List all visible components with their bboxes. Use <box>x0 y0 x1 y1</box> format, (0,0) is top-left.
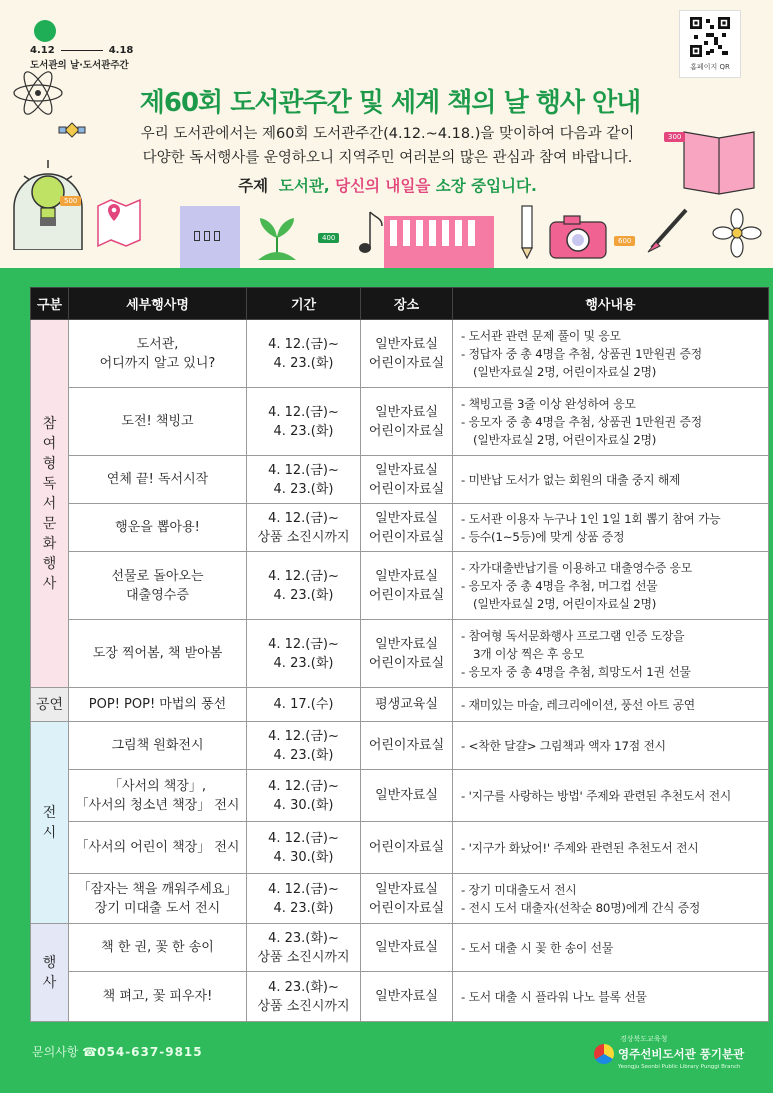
event-details: - 장기 미대출도서 전시 - 전시 도서 대출자(선착순 80명)에게 간식 증정 <box>453 874 769 924</box>
contact-label: 문의사항 <box>32 1045 79 1059</box>
logo-dates <box>30 45 140 56</box>
event-location: 일반자료실 어린이자료실 <box>361 552 453 620</box>
lightbulb-icon <box>10 140 86 250</box>
event-period: 4. 23.(화)~ 상품 소진시까지 <box>247 972 361 1022</box>
event-details: - 도서 대출 시 꽃 한 송이 선물 <box>453 924 769 972</box>
event-location: 일반자료실 어린이자료실 <box>361 874 453 924</box>
table-row <box>31 504 769 552</box>
price-tag-c: 600 <box>614 236 635 246</box>
library-week-logo <box>30 20 140 71</box>
table-row <box>31 552 769 620</box>
header-location: 장소 <box>361 288 453 320</box>
event-location: 어린이자료실 <box>361 822 453 874</box>
logo-line <box>61 50 103 52</box>
table-row <box>31 972 769 1022</box>
pencil-icon <box>518 204 536 260</box>
header-period: 기간 <box>247 288 361 320</box>
category-performance: 공연 <box>31 688 69 722</box>
event-name: 행운을 뽑아용! <box>69 504 247 552</box>
header-category: 구분 <box>31 288 69 320</box>
atom-icon <box>8 68 68 118</box>
event-name: 「사서의 어린이 책장」 전시 <box>69 822 247 874</box>
library-name-english: Yeongju Seonbi Public Library Punggi Branch <box>618 1064 741 1070</box>
event-location: 일반자료실 <box>361 924 453 972</box>
logo-subtitle: 도서관의 날·도서관주간 <box>30 60 129 71</box>
event-location: 일반자료실 어린이자료실 <box>361 504 453 552</box>
qr-caption: 홈페이지 QR <box>690 63 730 71</box>
table-row <box>31 620 769 688</box>
phone-number[interactable]: 054-637-9815 <box>97 1045 203 1059</box>
event-period: 4. 12.(금)~ 4. 23.(화) <box>247 620 361 688</box>
table-header-row <box>31 288 769 320</box>
event-details: - 미반납 도서가 없는 회원의 대출 중지 해제 <box>453 456 769 504</box>
logo-end-date: 4.18 <box>108 45 134 56</box>
map-pin-icon <box>96 196 142 248</box>
intro-line-2: 다양한 독서행사를 운영하오니 지역주민 여러분의 많은 관심과 참여 바랍니다. <box>142 150 633 166</box>
event-details: - 책빙고를 3줄 이상 완성하여 응모 - 응모자 중 총 4명을 추첨, 상품권 1만원권 증정 (일반자료실 2명, 어린이자료실 2명) <box>453 388 769 456</box>
event-location: 어린이자료실 <box>361 722 453 770</box>
event-name: 그림책 원화전시 <box>69 722 247 770</box>
event-details: - 자가대출반납기를 이용하고 대출영수증 응모 - 응모자 중 총 4명을 추첨, 머그컵 선물 (일반자료실 2명, 어린이자료실 2명) <box>453 552 769 620</box>
table-row <box>31 770 769 822</box>
table-row <box>31 822 769 874</box>
satellite-icon <box>58 116 86 144</box>
music-note-icon <box>356 208 384 258</box>
event-period: 4. 12.(금)~ 4. 23.(화) <box>247 456 361 504</box>
event-name: 책 펴고, 꽃 피우자! <box>69 972 247 1022</box>
event-details: - 도서관 이용자 누구나 1인 1일 1회 뽑기 참여 가능 - 등수(1~5등)에 맞게 상품 증정 <box>453 504 769 552</box>
table-row <box>31 688 769 722</box>
theme-part-1: 도서관, <box>278 177 330 195</box>
event-details: - 재미있는 마술, 레크리에이션, 풍선 아트 공연 <box>453 688 769 722</box>
brush-icon <box>646 204 692 254</box>
table-row <box>31 722 769 770</box>
header-event-name: 세부행사명 <box>69 288 247 320</box>
qr-code-icon <box>690 17 730 57</box>
theme-label: 주제 <box>238 177 269 195</box>
intro-text <box>100 122 675 170</box>
event-location: 일반자료실 <box>361 770 453 822</box>
event-period: 4. 23.(화)~ 상품 소진시까지 <box>247 924 361 972</box>
event-name: 도서관, 어디까지 알고 있니? <box>69 320 247 388</box>
event-name: POP! POP! 마법의 풍선 <box>69 688 247 722</box>
event-location: 일반자료실 <box>361 972 453 1022</box>
event-name: 도장 찍어봄, 책 받아봄 <box>69 620 247 688</box>
logo-start-date: 4.12 <box>30 45 55 56</box>
event-location: 일반자료실 어린이자료실 <box>361 620 453 688</box>
event-details: - 도서관 관련 문제 풀이 및 응모 - 정답자 중 총 4명을 추첨, 상품권 1만원권 증정 (일반자료실 2명, 어린이자료실 2명) <box>453 320 769 388</box>
event-location: 일반자료실 어린이자료실 <box>361 456 453 504</box>
event-period: 4. 12.(금)~ 4. 23.(화) <box>247 552 361 620</box>
logo-dot <box>34 20 56 42</box>
sprout-icon <box>254 214 300 260</box>
table-row <box>31 388 769 456</box>
event-details: - '지구를 사랑하는 방법' 주제와 관련된 추천도서 전시 <box>453 770 769 822</box>
category-participation: 참여형독서문화행사 <box>31 320 69 688</box>
event-name: 연체 끝! 독서시작 <box>69 456 247 504</box>
event-details: - '지구가 화났어!' 주제와 관련된 추천도서 전시 <box>453 822 769 874</box>
theme-part-3: 소장 중입니다. <box>435 177 537 195</box>
footer-contact <box>32 1043 203 1060</box>
event-period: 4. 17.(수) <box>247 688 361 722</box>
event-period: 4. 12.(금)~ 4. 23.(화) <box>247 874 361 924</box>
library-brand <box>594 1034 764 1070</box>
event-period: 4. 12.(금)~ 4. 23.(화) <box>247 722 361 770</box>
category-event: 행사 <box>31 924 69 1022</box>
event-period: 4. 12.(금)~ 상품 소진시까지 <box>247 504 361 552</box>
event-details: - 도서 대출 시 플라워 나노 블록 선물 <box>453 972 769 1022</box>
event-period: 4. 12.(금)~ 4. 30.(화) <box>247 770 361 822</box>
header-banner <box>0 0 773 268</box>
book-icon <box>680 124 758 196</box>
event-name: 「사서의 책장」, 「사서의 청소년 책장」 전시 <box>69 770 247 822</box>
event-period: 4. 12.(금)~ 4. 23.(화) <box>247 388 361 456</box>
price-tag-a: 500 <box>60 196 81 206</box>
flower-icon <box>712 208 762 258</box>
theme-part-2: 당신의 내일을 <box>335 177 431 195</box>
price-tag-d: 300 <box>664 132 685 142</box>
event-name: 도전! 책빙고 <box>69 388 247 456</box>
category-exhibition: 전시 <box>31 722 69 924</box>
building-illustration <box>180 206 240 268</box>
table-row <box>31 456 769 504</box>
event-period: 4. 12.(금)~ 4. 23.(화) <box>247 320 361 388</box>
piano-keys-illustration <box>384 216 494 268</box>
event-period: 4. 12.(금)~ 4. 30.(화) <box>247 822 361 874</box>
event-table-wrapper <box>30 287 768 1022</box>
event-table <box>30 287 769 1022</box>
page-title: 제60회 도서관주간 및 세계 책의 날 행사 안내 <box>139 88 641 118</box>
library-logo-icon <box>594 1044 614 1064</box>
event-details: - 참여형 독서문화행사 프로그램 인증 도장을 3개 이상 찍은 후 응모 - 응모자 중 총 4명을 추첨, 희망도서 1권 선물 <box>453 620 769 688</box>
table-row <box>31 874 769 924</box>
org-name: 경상북도교육청 <box>620 1035 668 1043</box>
library-name: 영주선비도서관 풍기분관 <box>618 1047 745 1061</box>
event-name: 「잠자는 책을 깨워주세요」 장기 미대출 도서 전시 <box>69 874 247 924</box>
homepage-qr[interactable] <box>679 10 741 78</box>
event-details: - <착한 달걀> 그림책과 액자 17점 전시 <box>453 722 769 770</box>
phone-icon: ☎ <box>82 1045 98 1059</box>
header-details: 행사내용 <box>453 288 769 320</box>
event-location: 일반자료실 어린이자료실 <box>361 388 453 456</box>
camera-icon <box>548 214 608 260</box>
intro-line-1: 우리 도서관에서는 제60회 도서관주간(4.12.~4.18.)을 맞이하여 다음과 같이 <box>140 126 635 142</box>
event-location: 평생교육실 <box>361 688 453 722</box>
event-location: 일반자료실 어린이자료실 <box>361 320 453 388</box>
event-name: 선물로 돌아오는 대출영수증 <box>69 552 247 620</box>
theme-line <box>150 174 625 196</box>
price-tag-b: 400 <box>318 233 339 243</box>
event-name: 책 한 권, 꽃 한 송이 <box>69 924 247 972</box>
table-row <box>31 320 769 388</box>
table-row <box>31 924 769 972</box>
